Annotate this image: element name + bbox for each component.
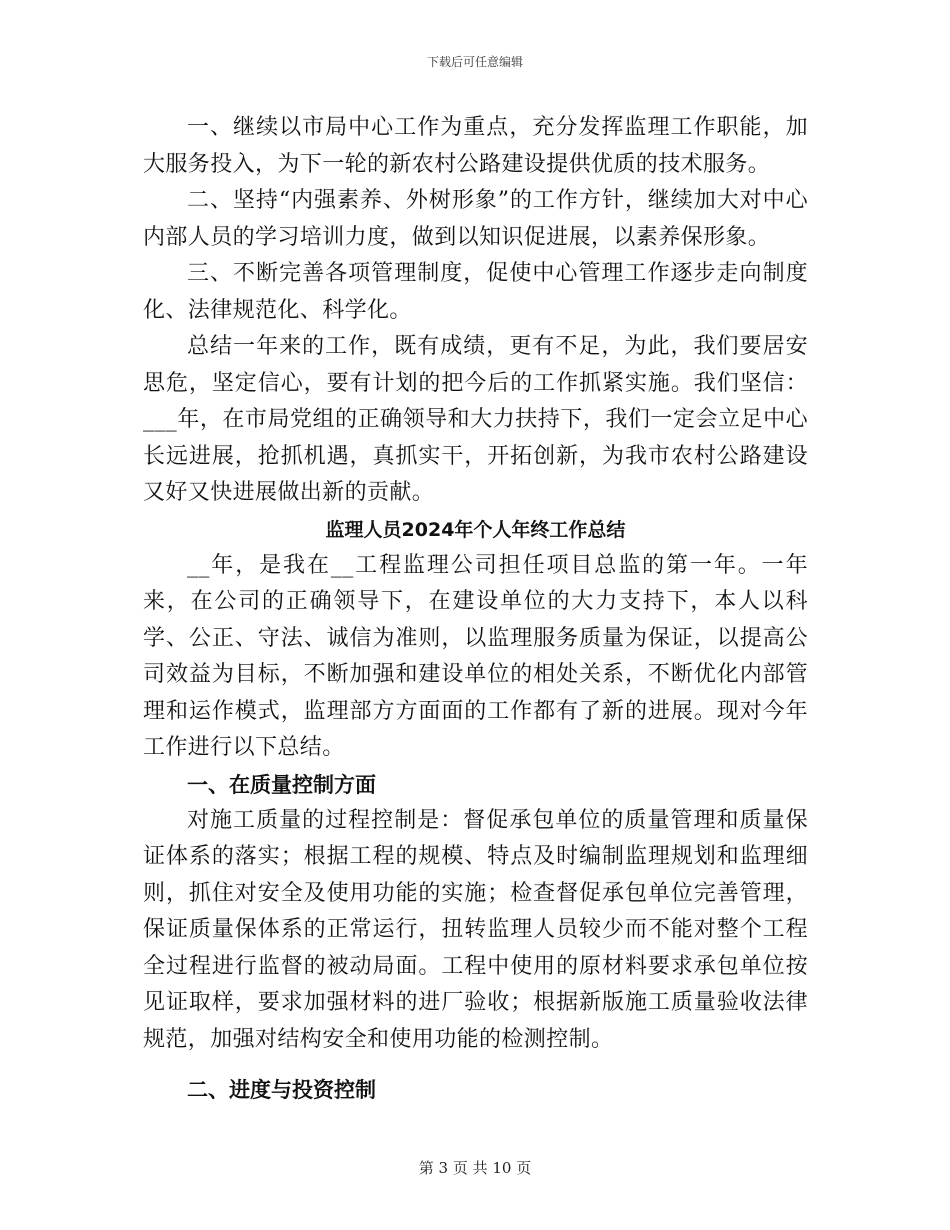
quality-paragraph: 对施工质量的过程控制是：督促承包单位的质量管理和质量保证体系的落实；根据工程的规模、特点及时编制监理规划和监理细则，抓住对安全及使用功能的实施；检查督促承包单位完善管理，保证质量保体系的正常运行，扭转监理人员较少而不能对整个工程全过程进行监督的被动局面。工程中使用的原材料要求承包单位按见证取样，要求加强材料的进厂验收；根据新版施工质量验收法律规范，加强对结构安全和使用功能的检测控制。 bbox=[143, 807, 808, 1052]
heading-progress-investment: 二、进度与投资控制 bbox=[187, 1078, 376, 1102]
page-header: 下载后可任意编辑 bbox=[426, 55, 523, 69]
heading-quality-control: 一、在质量控制方面 bbox=[187, 772, 376, 797]
paragraph-4: 总结一年来的工作，既有成绩，更有不足，为此，我们要居安思危，坚定信心，要有计划的把今后的工作抓紧实施。我们坚信：___年，在市局党组的正确领导和大力扶持下，我们一定会立足中心长远进展，抢抓机遇，真抓实干，开拓创新，为我市农村公路建设又好又快进展做出新的贡献。 bbox=[143, 334, 808, 505]
page-footer: 第 3 页 共 10 页 bbox=[418, 1159, 532, 1177]
intro-paragraph: __年，是我在__工程监理公司担任项目总监的第一年。一年来，在公司的正确领导下，在建设单位的大力支持下，本人以科学、公正、守法、诚信为准则，以监理服务质量为保证，以提高公司效益为目标，不断加强和建设单位的相处关系，不断优化内部管理和运作模式，监理部方方面面的工作都有了新的进展。现对今年工作进行以下总结。 bbox=[143, 552, 808, 760]
paragraph-1: 一、继续以市局中心工作为重点，充分发挥监理工作职能，加大服务投入，为下一轮的新农村公路建设提供优质的技术服务。 bbox=[143, 115, 808, 177]
paragraph-2: 二、坚持“内强素养、外树形象”的工作方针，继续加大对中心内部人员的学习培训力度，做到以知识促进展，以素养保形象。 bbox=[143, 188, 808, 250]
document-body bbox=[143, 110, 808, 1108]
paragraph-3: 三、不断完善各项管理制度，促使中心管理工作逐步走向制度化、法律规范化、科学化。 bbox=[143, 261, 808, 323]
section-title: 监理人员2024年个人年终工作总结 bbox=[325, 518, 626, 541]
